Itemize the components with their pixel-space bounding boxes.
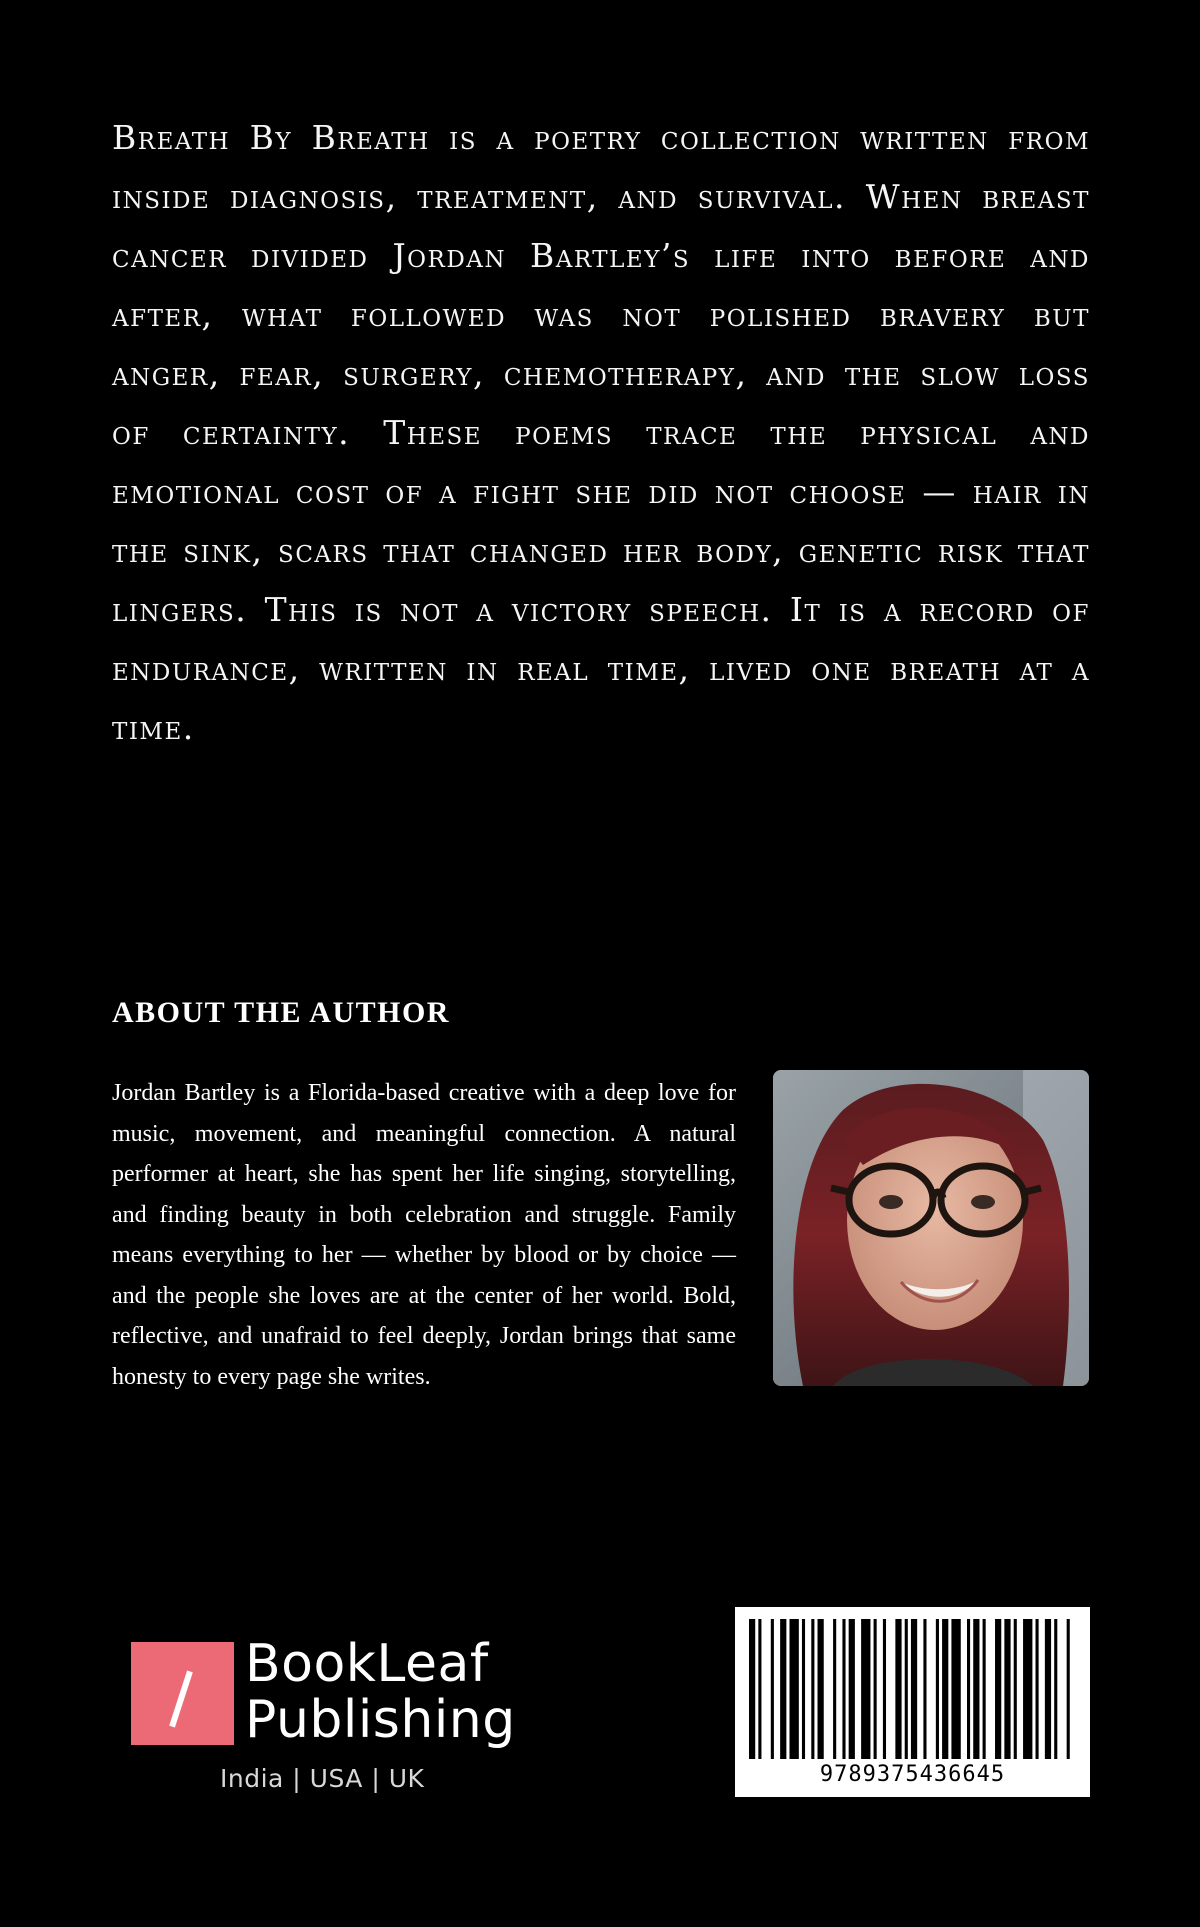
barcode-bars bbox=[749, 1619, 1076, 1759]
barcode-bar bbox=[780, 1619, 786, 1759]
author-bio: Jordan Bartley is a Florida-based creative with a deep love for music, movement, and meaningful connection. A natural performer at heart, she has spent her life singing, storytelling, and finding beauty in both celebration and struggle. Family means everything to her — whether by blood or by choice — and the people she loves are at the center of her world. Bold, reflective, and unafraid to feel deeply, Jordan brings that same honesty to every page she writes. bbox=[112, 1080, 736, 1390]
barcode-bar bbox=[895, 1619, 901, 1759]
barcode-bar bbox=[942, 1619, 948, 1759]
barcode-bar bbox=[905, 1619, 908, 1759]
barcode-bar bbox=[1036, 1619, 1039, 1759]
barcode-bar bbox=[749, 1619, 755, 1759]
back-cover-blurb: Breath By Breath is a poetry collection written from inside diagnosis, treatment, and survival. When breast cancer divided Jordan Bartley’s life into before and after, what followed was not polished bravery but anger, fear, surgery, chemotherapy, and the slow loss of certainty. These poems trace the physical and emotional cost of a fight she did not choose — hair in the sink, scars that changed her body, genetic risk that lingers. This is not a victory speech. It is a record of endurance, written in real time, lived one breath at a time. bbox=[112, 118, 1090, 747]
isbn-number: 9789375436645 bbox=[819, 1762, 1006, 1787]
publisher-name bbox=[245, 1636, 516, 1748]
barcode-bar bbox=[771, 1619, 774, 1759]
barcode-bar bbox=[923, 1619, 926, 1759]
barcode-bar bbox=[951, 1619, 960, 1759]
logo-mark bbox=[131, 1642, 234, 1745]
bookleaf-publishing-logo bbox=[131, 1636, 531, 1796]
author-portrait-image bbox=[773, 1070, 1089, 1386]
barcode-bar bbox=[811, 1619, 814, 1759]
barcode-bar bbox=[911, 1619, 917, 1759]
barcode-bar bbox=[874, 1619, 877, 1759]
barcode-bar bbox=[995, 1619, 1001, 1759]
barcode-bar bbox=[1014, 1619, 1017, 1759]
barcode-bar bbox=[1067, 1619, 1070, 1759]
barcode-bar bbox=[967, 1619, 970, 1759]
barcode-bar bbox=[758, 1619, 761, 1759]
barcode-bar bbox=[802, 1619, 805, 1759]
publisher-name-line2: Publishing bbox=[245, 1690, 516, 1750]
barcode-bar bbox=[1054, 1619, 1057, 1759]
barcode-bar bbox=[833, 1619, 836, 1759]
barcode-bar bbox=[861, 1619, 870, 1759]
barcode-bar bbox=[818, 1619, 824, 1759]
barcode-bar bbox=[1045, 1619, 1051, 1759]
barcode-bar bbox=[936, 1619, 939, 1759]
barcode-bar bbox=[973, 1619, 979, 1759]
publisher-name-line1: BookLeaf bbox=[245, 1634, 489, 1694]
barcode-bar bbox=[842, 1619, 845, 1759]
logo-slash-icon bbox=[169, 1670, 193, 1727]
about-author-heading: ABOUT THE AUTHOR bbox=[112, 996, 450, 1029]
barcode-bar bbox=[1004, 1619, 1010, 1759]
barcode-bar bbox=[883, 1619, 886, 1759]
barcode-bar bbox=[849, 1619, 855, 1759]
barcode-bar bbox=[983, 1619, 986, 1759]
barcode-bar bbox=[1023, 1619, 1032, 1759]
author-photo bbox=[773, 1070, 1089, 1386]
isbn-barcode bbox=[735, 1607, 1090, 1797]
publisher-regions: India | USA | UK bbox=[220, 1764, 425, 1793]
barcode-bar bbox=[789, 1619, 798, 1759]
